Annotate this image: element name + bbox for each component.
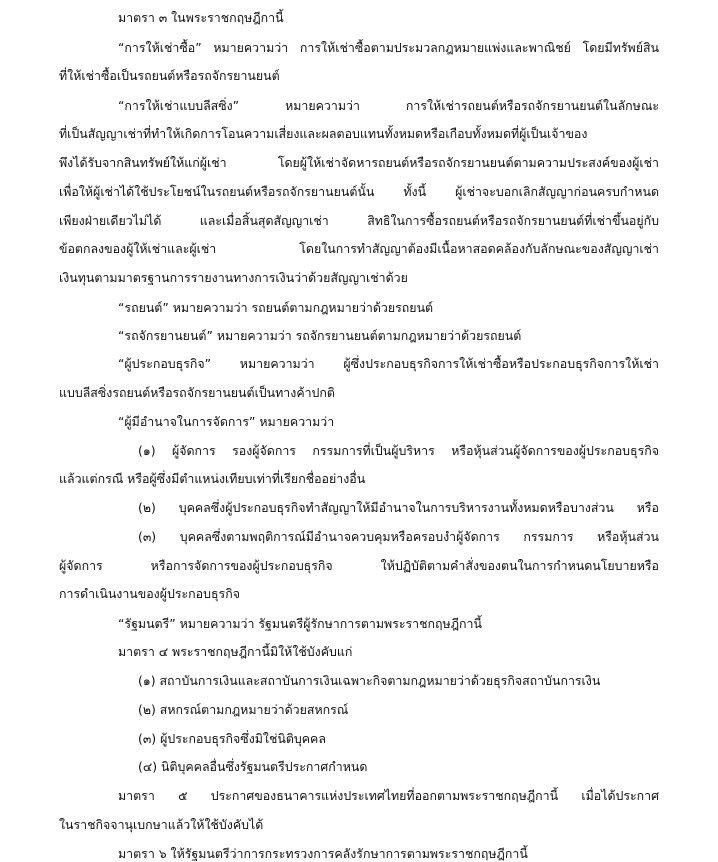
exemption-item-4: (๔) นิติบุคคลอื่นซึ่งรัฐมนตรีประกาศกำหนด [138, 759, 368, 774]
authorized-item-1-cont: แล้วแต่กรณี หรือผู้ซึ่งมีตำแหน่งเทียบเท่าที่เรียกชื่ออย่างอื่น [59, 471, 366, 486]
definition-leasing-line-6: ข้อตกลงของผู้ให้เช่าและผู้เช่า โดยในการทำสัญญาต้องมีเนื้อหาสอดคล้องกับลักษณะของสัญญาเช่า [59, 241, 659, 256]
exemption-item-1: (๑) สถาบันการเงินและสถาบันการเงินเฉพาะกิจตามกฎหมายว่าด้วยธุรกิจสถาบันการเงิน [138, 673, 601, 688]
definition-minister: “รัฐมนตรี” หมายความว่า รัฐมนตรีผู้รักษาการตามพระราชกฤษฎีกานี้ [118, 616, 482, 631]
definition-car: “รถยนต์” หมายความว่า รถยนต์ตามกฎหมายว่าด้วยรถยนต์ [118, 300, 434, 315]
definition-operator: “ผู้ประกอบธุรกิจ” หมายความว่า ผู้ซึ่งประกอบธุรกิจการให้เช่าซื้อหรือประกอบธุรกิจการให้เช่า [118, 356, 659, 371]
definition-leasing-line-3: พึงได้รับจากสินทรัพย์ให้แก่ผู้เช่า โดยผู้ให้เช่าจัดหารถยนต์หรือรถจักรยานยนต์ตามความประสงค์ของผู้เช่า [59, 155, 659, 170]
definition-leasing-line-5: เพียงฝ่ายเดียวไม่ได้ และเมื่อสิ้นสุดสัญญาเช่า สิทธิในการซื้อรถยนต์หรือรถจักรยานยนต์ที่เช่าขึ้นอยู่กับ [59, 213, 659, 228]
definition-leasing-line-2: ที่เป็นสัญญาเช่าที่ทำให้เกิดการโอนความเสี่ยงและผลตอบแทนทั้งหมดหรือเกือบทั้งหมดที่ผู้เป็นเจ้าของ [59, 126, 588, 141]
authorized-item-2: (๒) บุคคลซึ่งผู้ประกอบธุรกิจทำสัญญาให้มีอำนาจในการบริหารงานทั้งหมดหรือบางส่วน หรือ [138, 500, 659, 515]
authorized-item-1: (๑) ผู้จัดการ รองผู้จัดการ กรรมการที่เป็นผู้บริหาร หรือหุ้นส่วนผู้จัดการของผู้ประกอบธุรกิจ [138, 443, 659, 458]
definition-hire-purchase-cont: ที่ให้เช่าซื้อเป็นรถยนต์หรือรถจักรยานยนต์ [59, 68, 280, 83]
section-5-cont: ในราชกิจจานุเบกษาแล้วให้ใช้บังคับได้ [59, 817, 264, 832]
definition-leasing-line-7: เงินทุนตามมาตรฐานการรายงานทางการเงินว่าด้วยสัญญาเช่าด้วย [59, 270, 408, 285]
authorized-item-3-line-2: ผู้จัดการ หรือการจัดการของผู้ประกอบธุรกิจ ให้ปฏิบัติตามคำสั่งของตนในการกำหนดนโยบายหรือ [59, 558, 659, 573]
section-6: มาตรา ๖ ให้รัฐมนตรีว่าการกระทรวงการคลังรักษาการตามพระราชกฤษฎีกานี้ [118, 846, 528, 861]
section-5: มาตรา ๕ ประกาศของธนาคารแห่งประเทศไทยที่ออกตามพระราชกฤษฎีกานี้ เมื่อได้ประกาศ [118, 788, 659, 803]
definition-motorcycle: “รถจักรยานยนต์” หมายความว่า รถจักรยานยนต์ตามกฎหมายว่าด้วยรถยนต์ [118, 328, 522, 343]
definition-hire-purchase: “การให้เช่าซื้อ” หมายความว่า การให้เช่าซื้อตามประมวลกฎหมายแพ่งและพาณิชย์ โดยมีทรัพย์สิน [118, 40, 659, 55]
definition-operator-cont: แบบลีสซิ่งรถยนต์หรือรถจักรยานยนต์เป็นทางค้าปกติ [59, 385, 335, 400]
exemption-item-2: (๒) สหกรณ์ตามกฎหมายว่าด้วยสหกรณ์ [138, 702, 349, 717]
section-4-heading: มาตรา ๔ พระราชกฤษฎีกานี้มิให้ใช้บังคับแก่ [118, 644, 353, 659]
authorized-item-3: (๓) บุคคลซึ่งตามพฤติการณ์มีอำนาจควบคุมหรือครอบงำผู้จัดการ กรรมการ หรือหุ้นส่วน [138, 529, 659, 544]
definition-leasing-line-4: เพื่อให้ผู้เช่าได้ใช้ประโยชน์ในรถยนต์หรือรถจักรยานยนต์นั้น ทั้งนี้ ผู้เช่าจะบอกเลิกสัญญาก่อนครบกำหนด [59, 184, 659, 199]
definition-leasing: “การให้เช่าแบบลีสซิ่ง” หมายความว่า การให้เช่ารถยนต์หรือรถจักรยานยนต์ในลักษณะ [118, 98, 659, 113]
definition-authorized-person: “ผู้มีอำนาจในการจัดการ” หมายความว่า [118, 414, 335, 429]
section-3-heading: มาตรา ๓ ในพระราชกฤษฎีกานี้ [118, 10, 284, 25]
authorized-item-3-line-3: การดำเนินงานของผู้ประกอบธุรกิจ [59, 586, 240, 601]
exemption-item-3: (๓) ผู้ประกอบธุรกิจซึ่งมิใช่นิติบุคคล [138, 731, 326, 746]
